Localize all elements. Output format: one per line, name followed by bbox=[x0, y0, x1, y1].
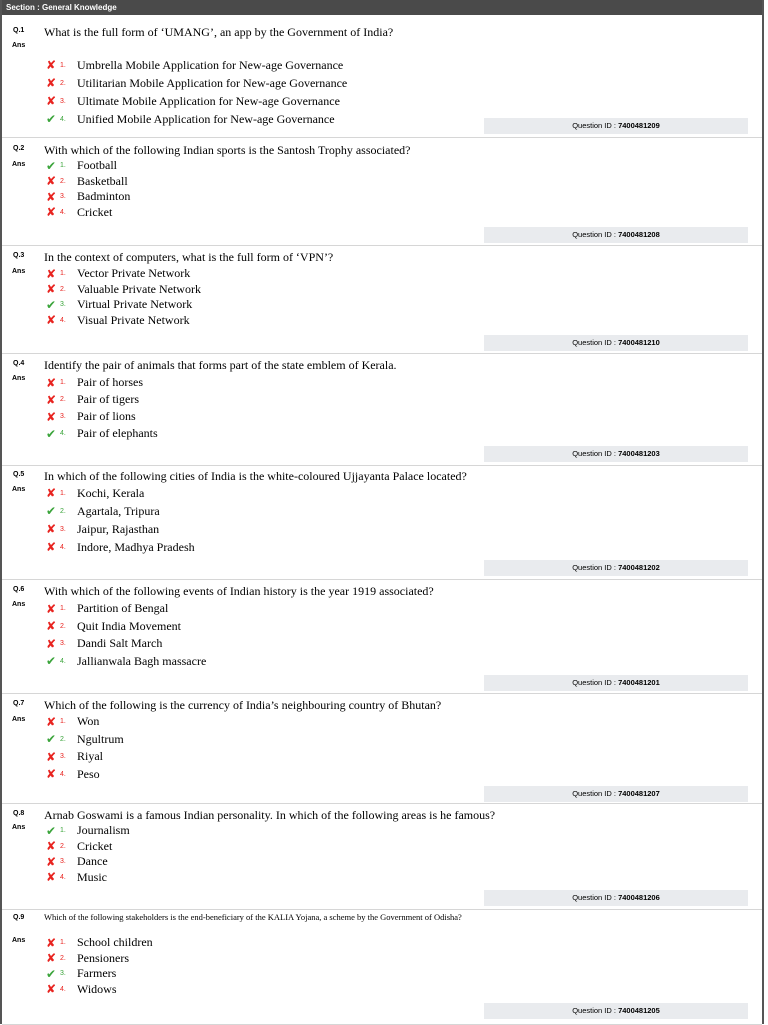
cross-icon: ✘ bbox=[46, 266, 57, 281]
option-row bbox=[46, 748, 124, 766]
option-row bbox=[46, 635, 206, 653]
options-list bbox=[46, 600, 206, 670]
cross-icon: ✘ bbox=[46, 94, 57, 108]
answer-label: Ans bbox=[12, 375, 26, 382]
question-block bbox=[2, 909, 762, 1025]
option-text: Virtual Private Network bbox=[77, 297, 193, 312]
cross-icon: ✘ bbox=[46, 375, 57, 390]
option-row bbox=[46, 731, 124, 749]
question-block bbox=[2, 137, 762, 246]
cross-icon: ✘ bbox=[46, 282, 57, 297]
question-number: Q.1 bbox=[13, 27, 25, 34]
option-row bbox=[46, 158, 130, 174]
answer-label: Ans bbox=[12, 716, 26, 723]
option-text: School children bbox=[77, 935, 153, 950]
option-number: 1. bbox=[60, 718, 66, 726]
option-text: Jallianwala Bagh massacre bbox=[77, 653, 207, 668]
cross-icon: ✘ bbox=[46, 58, 57, 72]
cross-icon: ✘ bbox=[46, 76, 57, 90]
option-number: 2. bbox=[60, 735, 66, 743]
question-id-box bbox=[484, 446, 748, 462]
option-number: 3. bbox=[60, 413, 66, 420]
option-row bbox=[46, 839, 130, 855]
cross-icon: ✘ bbox=[46, 767, 57, 782]
question-id-value: 7400481205 bbox=[618, 1006, 660, 1015]
option-text: Jaipur, Rajasthan bbox=[77, 521, 160, 536]
option-number: 3. bbox=[60, 753, 66, 761]
check-icon: ✔ bbox=[46, 297, 57, 312]
option-row bbox=[46, 266, 201, 282]
option-number: 2. bbox=[60, 954, 66, 962]
question-number: Q.8 bbox=[13, 810, 25, 817]
options-list bbox=[46, 713, 124, 783]
cross-icon: ✘ bbox=[46, 749, 57, 764]
question-id-value: 7400481207 bbox=[618, 789, 660, 798]
question-text: Arnab Goswami is a famous Indian personality. In which of the following areas is he famous? bbox=[44, 808, 496, 822]
option-text: Ultimate Mobile Application for New-age Governance bbox=[77, 93, 340, 108]
question-block bbox=[2, 803, 762, 910]
answer-label: Ans bbox=[12, 268, 26, 275]
option-row bbox=[46, 484, 195, 502]
option-row bbox=[46, 823, 130, 839]
question-id-value: 7400481208 bbox=[618, 230, 660, 239]
option-text: Peso bbox=[77, 766, 100, 781]
option-row bbox=[46, 74, 347, 92]
option-text: Football bbox=[77, 158, 118, 173]
cross-icon: ✘ bbox=[46, 486, 57, 500]
option-text: Riyal bbox=[77, 749, 103, 764]
answer-label: Ans bbox=[12, 161, 26, 168]
option-text: Badminton bbox=[77, 189, 131, 204]
option-row bbox=[46, 425, 158, 442]
option-number: 3. bbox=[60, 193, 66, 201]
option-text: Utilitarian Mobile Application for New-age Governance bbox=[77, 75, 348, 90]
option-text: Won bbox=[77, 714, 100, 729]
option-text: Pensioners bbox=[77, 950, 129, 965]
check-icon: ✔ bbox=[46, 732, 57, 747]
option-text: Pair of elephants bbox=[77, 426, 158, 440]
question-id-value: 7400481206 bbox=[618, 893, 660, 902]
cross-icon: ✘ bbox=[46, 839, 57, 854]
answer-label: Ans bbox=[12, 824, 26, 831]
option-number: 3. bbox=[60, 640, 66, 648]
option-text: Valuable Private Network bbox=[77, 281, 201, 296]
question-id-label: Question ID : bbox=[572, 449, 619, 458]
question-id-label: Question ID : bbox=[572, 121, 619, 130]
cross-icon: ✘ bbox=[46, 522, 57, 536]
question-block bbox=[2, 353, 762, 466]
option-number: 4. bbox=[60, 115, 66, 123]
option-row bbox=[46, 408, 158, 425]
question-id-box bbox=[484, 560, 748, 576]
question-number: Q.5 bbox=[13, 471, 25, 478]
check-icon: ✔ bbox=[46, 823, 57, 838]
question-number: Q.3 bbox=[13, 252, 25, 259]
cross-icon: ✘ bbox=[46, 636, 57, 651]
options-list bbox=[46, 935, 153, 997]
question-id-label: Question ID : bbox=[572, 230, 619, 239]
option-text: Music bbox=[77, 869, 107, 884]
option-number: 4. bbox=[60, 657, 66, 665]
question-id-value: 7400481209 bbox=[618, 121, 660, 130]
option-row bbox=[46, 56, 347, 74]
question-text: Identify the pair of animals that forms part of the state emblem of Kerala. bbox=[44, 358, 397, 372]
option-number: 2. bbox=[60, 79, 66, 87]
question-id-box bbox=[484, 786, 748, 802]
cross-icon: ✘ bbox=[46, 854, 57, 869]
option-number: 3. bbox=[60, 858, 66, 866]
cross-icon: ✘ bbox=[46, 205, 57, 220]
section-header: Section : General Knowledge bbox=[2, 0, 762, 15]
option-row bbox=[46, 205, 130, 221]
option-number: 4. bbox=[60, 873, 66, 881]
option-number: 3. bbox=[60, 525, 66, 533]
question-number: Q.2 bbox=[13, 145, 25, 152]
option-text: Partition of Bengal bbox=[77, 601, 169, 616]
option-number: 2. bbox=[60, 396, 66, 403]
question-text: With which of the following Indian sports is the Santosh Trophy associated? bbox=[44, 143, 411, 157]
option-number: 3. bbox=[60, 301, 66, 309]
cross-icon: ✘ bbox=[46, 951, 57, 966]
option-number: 3. bbox=[60, 97, 66, 105]
answer-label: Ans bbox=[12, 937, 26, 944]
option-number: 4. bbox=[60, 770, 66, 778]
answer-label: Ans bbox=[12, 486, 26, 493]
question-id-label: Question ID : bbox=[572, 789, 619, 798]
option-text: Basketball bbox=[77, 173, 128, 188]
check-icon: ✔ bbox=[46, 426, 57, 441]
cross-icon: ✘ bbox=[46, 540, 57, 554]
cross-icon: ✘ bbox=[46, 601, 57, 616]
option-number: 1. bbox=[60, 939, 66, 947]
option-row bbox=[46, 313, 201, 329]
check-icon: ✔ bbox=[46, 158, 57, 173]
cross-icon: ✘ bbox=[46, 935, 57, 950]
options-list bbox=[46, 374, 158, 442]
option-text: Pair of horses bbox=[77, 375, 143, 389]
question-text: Which of the following stakeholders is the end-beneficiary of the KALIA Yojana, a scheme by the Government of Odisha? bbox=[44, 912, 462, 922]
option-row bbox=[46, 538, 195, 556]
option-text: Cricket bbox=[77, 838, 113, 853]
question-id-box bbox=[484, 335, 748, 351]
question-id-value: 7400481203 bbox=[618, 449, 660, 458]
option-text: Ngultrum bbox=[77, 731, 124, 746]
option-row bbox=[46, 282, 201, 298]
option-number: 2. bbox=[60, 285, 66, 293]
options-list bbox=[46, 484, 195, 556]
option-number: 2. bbox=[60, 177, 66, 185]
option-text: Unified Mobile Application for New-age Governance bbox=[77, 111, 335, 126]
option-row bbox=[46, 653, 206, 671]
question-text: In the context of computers, what is the full form of ‘VPN’? bbox=[44, 250, 334, 264]
question-block bbox=[2, 693, 762, 804]
question-id-value: 7400481202 bbox=[618, 563, 660, 572]
cross-icon: ✘ bbox=[46, 313, 57, 328]
question-number: Q.4 bbox=[13, 360, 25, 367]
check-icon: ✔ bbox=[46, 966, 57, 981]
option-row bbox=[46, 766, 124, 784]
option-number: 4. bbox=[60, 543, 66, 551]
question-id-box bbox=[484, 675, 748, 691]
option-row bbox=[46, 870, 130, 886]
option-row bbox=[46, 174, 130, 190]
option-number: 2. bbox=[60, 622, 66, 630]
question-id-box bbox=[484, 890, 748, 906]
option-text: Umbrella Mobile Application for New-age Governance bbox=[77, 57, 344, 72]
option-number: 3. bbox=[60, 970, 66, 978]
option-number: 4. bbox=[60, 985, 66, 993]
question-text: With which of the following events of Indian history is the year 1919 associated? bbox=[44, 584, 434, 598]
option-row bbox=[46, 713, 124, 731]
cross-icon: ✘ bbox=[46, 714, 57, 729]
question-number: Q.6 bbox=[13, 586, 25, 593]
option-number: 2. bbox=[60, 842, 66, 850]
option-number: 4. bbox=[60, 430, 66, 437]
option-text: Agartala, Tripura bbox=[77, 503, 160, 518]
answer-label: Ans bbox=[12, 601, 26, 608]
option-row bbox=[46, 374, 158, 391]
option-text: Vector Private Network bbox=[77, 266, 191, 281]
option-row bbox=[46, 297, 201, 313]
question-text: What is the full form of ‘UMANG’, an app by the Government of India? bbox=[44, 25, 394, 39]
option-text: Indore, Madhya Pradesh bbox=[77, 539, 195, 554]
question-id-box bbox=[484, 1003, 748, 1019]
option-number: 1. bbox=[60, 489, 66, 497]
option-row bbox=[46, 189, 130, 205]
option-number: 1. bbox=[60, 827, 66, 835]
option-text: Quit India Movement bbox=[77, 618, 181, 633]
option-number: 2. bbox=[60, 507, 66, 515]
option-text: Widows bbox=[77, 981, 117, 996]
question-text: Which of the following is the currency of India’s neighbouring country of Bhutan? bbox=[44, 698, 442, 712]
question-number: Q.9 bbox=[13, 914, 25, 921]
question-id-label: Question ID : bbox=[572, 338, 619, 347]
option-text: Dandi Salt March bbox=[77, 636, 163, 651]
options-list bbox=[46, 158, 130, 220]
option-number: 1. bbox=[60, 162, 66, 170]
option-row bbox=[46, 935, 153, 951]
option-number: 1. bbox=[60, 270, 66, 278]
option-number: 4. bbox=[60, 316, 66, 324]
cross-icon: ✘ bbox=[46, 174, 57, 189]
question-id-label: Question ID : bbox=[572, 678, 619, 687]
question-block bbox=[2, 245, 762, 354]
option-text: Journalism bbox=[77, 823, 130, 838]
option-row bbox=[46, 92, 347, 110]
question-block bbox=[2, 465, 762, 580]
option-text: Visual Private Network bbox=[77, 312, 190, 327]
question-id-value: 7400481210 bbox=[618, 338, 660, 347]
question-number: Q.7 bbox=[13, 700, 25, 707]
question-id-value: 7400481201 bbox=[618, 678, 660, 687]
option-row bbox=[46, 966, 153, 982]
cross-icon: ✘ bbox=[46, 982, 57, 997]
question-id-box bbox=[484, 118, 748, 134]
option-row bbox=[46, 520, 195, 538]
option-row bbox=[46, 110, 347, 128]
option-text: Pair of lions bbox=[77, 409, 136, 423]
cross-icon: ✘ bbox=[46, 409, 57, 424]
check-icon: ✔ bbox=[46, 504, 57, 518]
option-text: Dance bbox=[77, 854, 108, 869]
question-block bbox=[2, 15, 762, 138]
option-text: Kochi, Kerala bbox=[77, 485, 145, 500]
option-text: Cricket bbox=[77, 204, 113, 219]
option-row bbox=[46, 982, 153, 998]
option-number: 4. bbox=[60, 208, 66, 216]
question-text: In which of the following cities of India is the white-coloured Ujjayanta Palace located? bbox=[44, 469, 467, 483]
option-row bbox=[46, 502, 195, 520]
option-row bbox=[46, 951, 153, 967]
option-number: 1. bbox=[60, 61, 66, 69]
option-row bbox=[46, 854, 130, 870]
question-block bbox=[2, 579, 762, 694]
check-icon: ✔ bbox=[46, 112, 57, 126]
question-id-label: Question ID : bbox=[572, 893, 619, 902]
cross-icon: ✘ bbox=[46, 619, 57, 634]
check-icon: ✔ bbox=[46, 654, 57, 669]
options-list bbox=[46, 56, 347, 128]
answer-label: Ans bbox=[12, 42, 26, 49]
option-number: 1. bbox=[60, 379, 66, 386]
options-list bbox=[46, 266, 201, 328]
option-text: Farmers bbox=[77, 966, 117, 981]
cross-icon: ✘ bbox=[46, 392, 57, 407]
option-row bbox=[46, 600, 206, 618]
cross-icon: ✘ bbox=[46, 189, 57, 204]
question-id-label: Question ID : bbox=[572, 563, 619, 572]
option-text: Pair of tigers bbox=[77, 392, 139, 406]
option-row bbox=[46, 618, 206, 636]
question-id-label: Question ID : bbox=[572, 1006, 619, 1015]
cross-icon: ✘ bbox=[46, 870, 57, 885]
options-list bbox=[46, 823, 130, 885]
question-id-box bbox=[484, 227, 748, 243]
option-number: 1. bbox=[60, 605, 66, 613]
option-row bbox=[46, 391, 158, 408]
